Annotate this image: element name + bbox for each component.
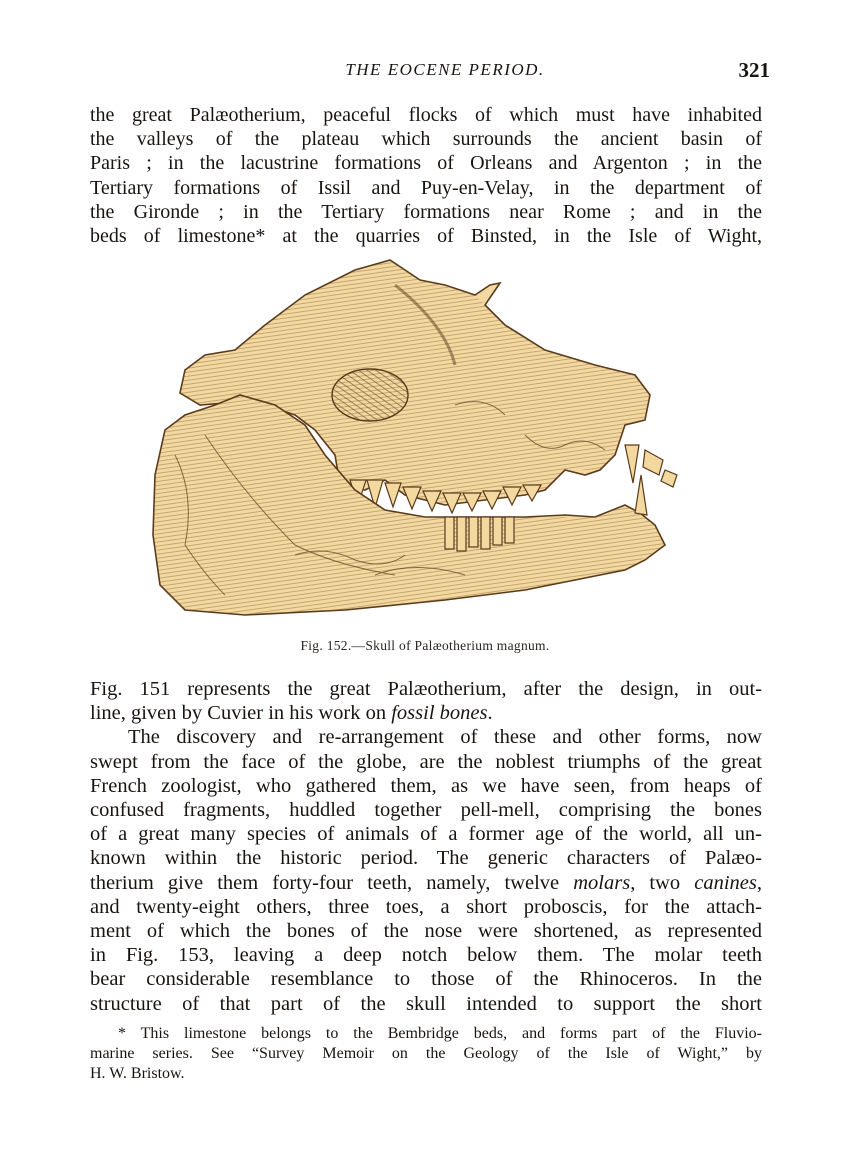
text-line: Fig. 151 represents the great Palæotherium, after the design, in out- xyxy=(90,678,762,700)
italic-term: canines xyxy=(694,871,757,894)
skull-drawing xyxy=(145,255,695,625)
text-run: , xyxy=(756,871,763,894)
text-line: swept from the face of the globe, are the noblest triumphs of the great xyxy=(90,750,762,773)
footnote-line: * This limestone belongs to the Bembridge beds, and forms part of the Fluvio- xyxy=(118,1025,762,1042)
text-line: the Gironde ; in the Tertiary formations near Rome ; and in the xyxy=(90,200,762,223)
text-run: . xyxy=(487,702,493,725)
text-line: The discovery and re-arrangement of these and other forms, now xyxy=(128,726,762,749)
figure-caption: Fig. 152.—Skull of Palæotherium magnum. xyxy=(300,638,550,653)
footnote-line: H. W. Bristow. xyxy=(90,1065,185,1082)
italic-term: molars xyxy=(573,871,631,894)
text-line xyxy=(90,871,762,895)
paragraph-top xyxy=(90,103,762,248)
text-line: the valleys of the plateau which surrounds the ancient basin of xyxy=(90,128,762,151)
italic-term: fossil bones xyxy=(391,702,488,725)
text-line: known within the historic period. The generic characters of Palæo- xyxy=(90,847,762,870)
text-line xyxy=(90,701,762,725)
text-line: Tertiary formations of Issil and Puy-en-Velay, in the department of xyxy=(90,176,762,199)
text-line: confused fragments, huddled together pell-mell, comprising the bones xyxy=(90,799,762,822)
text-line: the great Palæotherium, peaceful flocks of which must have inhabited xyxy=(90,104,762,126)
orbit xyxy=(332,369,408,421)
paragraph-main xyxy=(90,677,762,1016)
text-run: , two xyxy=(630,871,695,894)
text-line: structure of that part of the skull intended to support the short xyxy=(90,992,762,1015)
text-line: ment of which the bones of the nose were shortened, as represented xyxy=(90,920,762,943)
running-title: THE EOCENE PERIOD. xyxy=(345,60,545,79)
text-line: beds of limestone* at the quarries of Binsted, in the Isle of Wight, xyxy=(90,225,762,248)
text-line: and twenty-eight others, three toes, a short proboscis, for the attach- xyxy=(90,895,762,918)
text-line: in Fig. 153, leaving a deep notch below them. The molar teeth xyxy=(90,944,762,967)
page-number: 321 xyxy=(738,58,770,82)
skull-illustration xyxy=(145,255,695,625)
footnote xyxy=(90,1024,762,1084)
text-line: French zoologist, who gathered them, as we have seen, from heaps of xyxy=(90,774,762,797)
text-line: of a great many species of animals of a former age of the world, all un- xyxy=(90,823,762,846)
text-line: Paris ; in the lacustrine formations of Orleans and Argenton ; in the xyxy=(90,152,762,175)
text-run: therium give them forty-four teeth, namely, twelve xyxy=(90,871,574,894)
text-line: bear considerable resemblance to those of the Rhinoceros. In the xyxy=(90,968,762,991)
text-run: line, given by Cuvier in his work on xyxy=(90,702,392,725)
running-head xyxy=(90,58,770,88)
footnote-line: marine series. See “Survey Memoir on the Geology of the Isle of Wight,” by xyxy=(90,1045,762,1062)
